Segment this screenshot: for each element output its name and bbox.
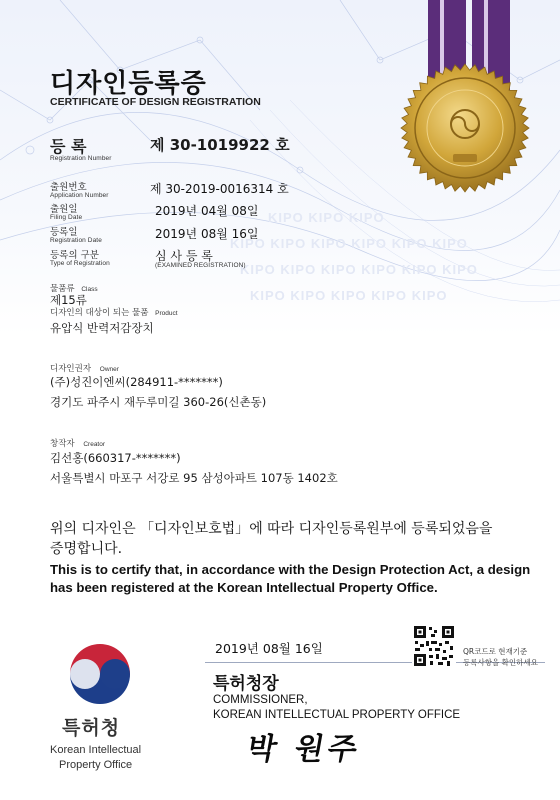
qr-note-1: QR코드로 현재기준 bbox=[463, 647, 528, 656]
creator-label bbox=[50, 437, 105, 449]
creator-name: 김선홍(660317-*******) bbox=[50, 451, 181, 465]
owner-label-ko: 디자인권자 bbox=[50, 364, 92, 374]
watermark-row-4: KIPO KIPO KIPO KIPO KIPO bbox=[250, 288, 448, 303]
registration-type-label-en: Type of Registration bbox=[50, 260, 110, 267]
class-label-en: Class bbox=[81, 286, 98, 293]
product-value: 유압식 반력저감장치 bbox=[50, 321, 154, 335]
signature: 박 원주 bbox=[244, 732, 364, 767]
owner-label-en: Owner bbox=[99, 366, 119, 373]
registration-type-label: 등록의 구분 bbox=[50, 250, 99, 261]
creator-label-ko: 창작자 bbox=[50, 439, 75, 449]
creator-address: 서울특별시 마포구 서강로 95 삼성아파트 107동 1402호 bbox=[50, 471, 338, 485]
filing-date: 2019년 04월 08일 bbox=[155, 204, 259, 218]
registration-date-label-en: Registration Date bbox=[50, 237, 102, 244]
filing-label-en: Filing Date bbox=[50, 214, 83, 221]
registration-type: 심 사 등 록 bbox=[155, 249, 213, 263]
application-label: 출원번호 bbox=[50, 182, 87, 193]
signatory-title-en-1: COMMISSIONER, bbox=[213, 694, 308, 706]
watermark-row-3: KIPO KIPO KIPO KIPO KIPO KIPO bbox=[240, 262, 478, 277]
logo-name-ko: 특허청 bbox=[62, 717, 121, 739]
signatory-title-en-2: KOREAN INTELLECTUAL PROPERTY OFFICE bbox=[213, 709, 461, 721]
watermark-row-1: KIPO KIPO KIPO bbox=[268, 210, 385, 225]
statement-en-line-1: This is to certify that, in accordance with the Design Protection Act, a design bbox=[50, 562, 531, 577]
qr-note-2: 등록사항을 확인하세요 bbox=[463, 658, 538, 667]
logo-name-en-1: Korean Intellectual bbox=[50, 744, 142, 756]
certificate-title-en: CERTIFICATE OF DESIGN REGISTRATION bbox=[50, 96, 261, 108]
creator-label-en: Creator bbox=[83, 441, 106, 448]
statement-ko-line-1: 위의 디자인은 「디자인보호법」에 따라 디자인등록원부에 등록되었음을 bbox=[50, 521, 493, 537]
registration-date-label: 등록일 bbox=[50, 227, 78, 238]
seal-serrated-edge bbox=[401, 64, 529, 192]
qr-code[interactable] bbox=[412, 624, 456, 668]
signatory-title: 특허청장 bbox=[213, 674, 279, 694]
class-value: 제15류 bbox=[50, 293, 87, 307]
kipo-logo-icon bbox=[60, 640, 140, 708]
issue-date: 2019년 08월 16일 bbox=[215, 641, 323, 656]
watermark-row-2: KIPO KIPO KIPO KIPO KIPO KIPO bbox=[230, 236, 468, 251]
gold-seal bbox=[395, 58, 535, 198]
statement-en-line-2: has been registered at the Korean Intellectual Property Office. bbox=[50, 580, 438, 595]
owner-address: 경기도 파주시 재두루미길 360-26(신촌동) bbox=[50, 395, 267, 409]
registration-date: 2019년 08월 16일 bbox=[155, 227, 259, 241]
owner-name: (주)성진이엔씨(284911-*******) bbox=[50, 375, 223, 389]
product-label bbox=[50, 306, 178, 318]
owner-label bbox=[50, 362, 119, 374]
filing-label: 출원일 bbox=[50, 204, 78, 215]
registration-type-en: (EXAMINED REGISTRATION) bbox=[155, 262, 246, 269]
class-label-ko: 물품류 bbox=[50, 284, 75, 294]
logo-name-en-2: Property Office bbox=[59, 759, 133, 771]
registration-label-en: Registration Number bbox=[50, 155, 112, 162]
registration-label: 등 록 bbox=[50, 137, 87, 156]
certificate-title: 디자인등록증 bbox=[50, 69, 207, 99]
statement-ko-line-2: 증명합니다. bbox=[50, 541, 123, 557]
registration-number: 제 30-1019922 호 bbox=[150, 136, 290, 154]
product-label-ko: 디자인의 대상이 되는 물품 bbox=[50, 308, 149, 318]
product-label-en: Product bbox=[155, 310, 178, 317]
application-label-en: Application Number bbox=[50, 192, 109, 199]
application-number: 제 30-2019-0016314 호 bbox=[150, 182, 289, 196]
